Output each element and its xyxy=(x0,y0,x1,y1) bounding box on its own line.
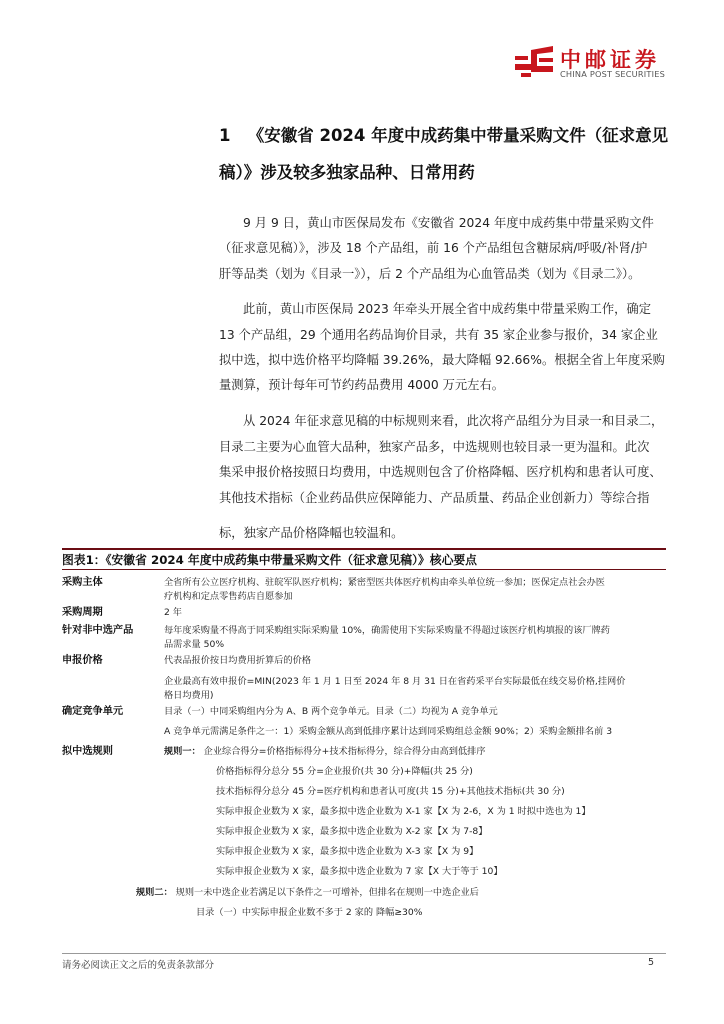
table-title: 图表1：《安徽省 2024 年度中成药集中带量采购文件（征求意见稿）》核心要点 xyxy=(62,553,477,567)
paragraph-2-line: 量测算，预计每年可节约药品费用 4000 万元左右。 xyxy=(219,378,505,392)
paragraph-1-line: （征求意见稿）》，涉及 18 个产品组，前 16 个产品组包含糖尿病/呼吸/补肾/护 xyxy=(219,241,648,255)
section-title-line-1: 1 《安徽省 2024 年度中成药集中带量采购文件（征求意见 xyxy=(219,126,669,145)
paragraph-3-line: 目录二主要为心血管大品种，独家产品多，中选规则也较目录一更为温和。此次 xyxy=(219,440,650,454)
row-text: 疗机构和定点零售药店自愿参加 xyxy=(164,591,293,602)
rule-1-sub: 实际申报企业数为 X 家，最多拟中选企业数为 X-1 家【X 为 2-6，X 为 1 时拟中选也为 1】 xyxy=(216,806,591,817)
section-number: 1 xyxy=(219,126,231,145)
paragraph-1-line: 肝等品类（划为《目录一》），后 2 个产品组为心血管品类（划为《目录二》）。 xyxy=(219,267,641,281)
row-text: A 竞争单元需满足条件之一：1）采购金额从高到低排序累计达到同采购组总金额 90%；2）采购金额排名前 3 xyxy=(164,726,613,737)
paragraph-1-line: 9 月 9 日，黄山市医保局发布《安徽省 2024 年度中成药集中带量采购文件 xyxy=(243,216,654,230)
paragraph-2-line: 此前，黄山市医保局 2023 年牵头开展全省中成药集中带量采购工作，确定 xyxy=(243,302,652,316)
rule-2: 规则二： 规则一未中选企业若满足以下条件之一可增补，但排名在规则一中选企业后 xyxy=(136,887,479,898)
row-text: 2 年 xyxy=(164,607,182,618)
row-text: 企业最高有效申报价=MIN(2023 年 1 月 1 日至 2024 年 8 月 31 日在省药采平台实际最低在线交易价格,挂网价 xyxy=(164,676,626,687)
rule-1-sub: 实际申报企业数为 X 家，最多拟中选企业数为 7 家【X 大于等于 10】 xyxy=(216,866,503,877)
brand-name-en: CHINA POST SECURITIES xyxy=(560,69,665,79)
table-top-rule xyxy=(62,548,666,550)
footer-rule xyxy=(62,953,666,954)
rule-2-sub: 目录（一）中实际申报企业数不多于 2 家的 降幅≥30% xyxy=(196,907,423,918)
paragraph-2-line: 13 个产品组，29 个通用名药品询价目录，共有 35 家企业参与报价，34 家企业 xyxy=(219,328,658,342)
page-number: 5 xyxy=(648,957,655,968)
row-text: 全省所有公立医疗机构、驻皖军队医疗机构；紧密型医共体医疗机构由牵头单位统一参加；医保定点社会办医 xyxy=(164,577,605,588)
row-label-selection-rules: 拟中选规则 xyxy=(62,746,113,757)
rule-1-sub: 实际申报企业数为 X 家，最多拟中选企业数为 X-2 家【X 为 7-8】 xyxy=(216,826,488,837)
row-label-competition-unit: 确定竞争单元 xyxy=(62,706,124,717)
rule-1-label: 规则一： xyxy=(164,746,201,757)
paragraph-3-line: 从 2024 年征求意见稿的中标规则来看，此次将产品组分为目录一和目录二， xyxy=(243,414,664,428)
footer-disclaimer: 请务必阅读正文之后的免责条款部分 xyxy=(62,960,215,971)
row-text: 格日均费用) xyxy=(164,690,214,701)
rule-1-sub: 实际申报企业数为 X 家，最多拟中选企业数为 X-3 家【X 为 9】 xyxy=(216,846,479,857)
paragraph-3-line: 集采申报价格按照日均费用，中选规则包含了价格降幅、医疗机构和患者认可度、 xyxy=(219,465,662,479)
row-label-purchase-entity: 采购主体 xyxy=(62,577,103,588)
section-title-line-2: 稿）》涉及较多独家品种、日常用药 xyxy=(219,163,475,182)
row-label-bid-price: 申报价格 xyxy=(62,655,103,666)
rule-2-label: 规则二： xyxy=(136,887,173,898)
paragraph-2-line: 拟中选，拟中选价格平均降幅 39.26%，最大降幅 92.66%。根据全省上年度采购 xyxy=(219,353,665,367)
row-label-purchase-period: 采购周期 xyxy=(62,607,103,618)
row-text: 代表品报价按日均费用折算后的价格 xyxy=(164,655,311,666)
china-post-logo-icon xyxy=(513,44,555,78)
rule-1-sub: 技术指标得分总分 45 分=医疗机构和患者认可度(共 15 分)+其他技术指标(共 30 分) xyxy=(216,786,565,797)
table-title-rule xyxy=(62,569,666,570)
rule-1-sub: 价格指标得分总分 55 分=企业报价(共 30 分)+降幅(共 25 分) xyxy=(216,766,473,777)
row-label-non-selected: 针对非中选产品 xyxy=(62,625,134,636)
row-text: 品需求量 50% xyxy=(164,639,225,650)
paragraph-3-line: 其他技术指标（企业药品供应保障能力、产品质量、药品企业创新力）等综合指 xyxy=(219,491,650,505)
paragraph-3-line: 标，独家产品价格降幅也较温和。 xyxy=(219,526,404,540)
rule-1: 规则一： 企业综合得分=价格指标得分+技术指标得分，综合得分由高到低排序 xyxy=(164,746,486,757)
row-text: 目录（一）中同采购组内分为 A、B 两个竞争单元。目录（二）均视为 A 竞争单元 xyxy=(164,706,498,717)
brand-name-cn: 中邮证券 xyxy=(560,48,660,72)
row-text: 每年度采购量不得高于同采购组实际采购量 10%，确需使用下实际采购量不得超过该医疗机构填报的该厂牌药 xyxy=(164,625,610,636)
